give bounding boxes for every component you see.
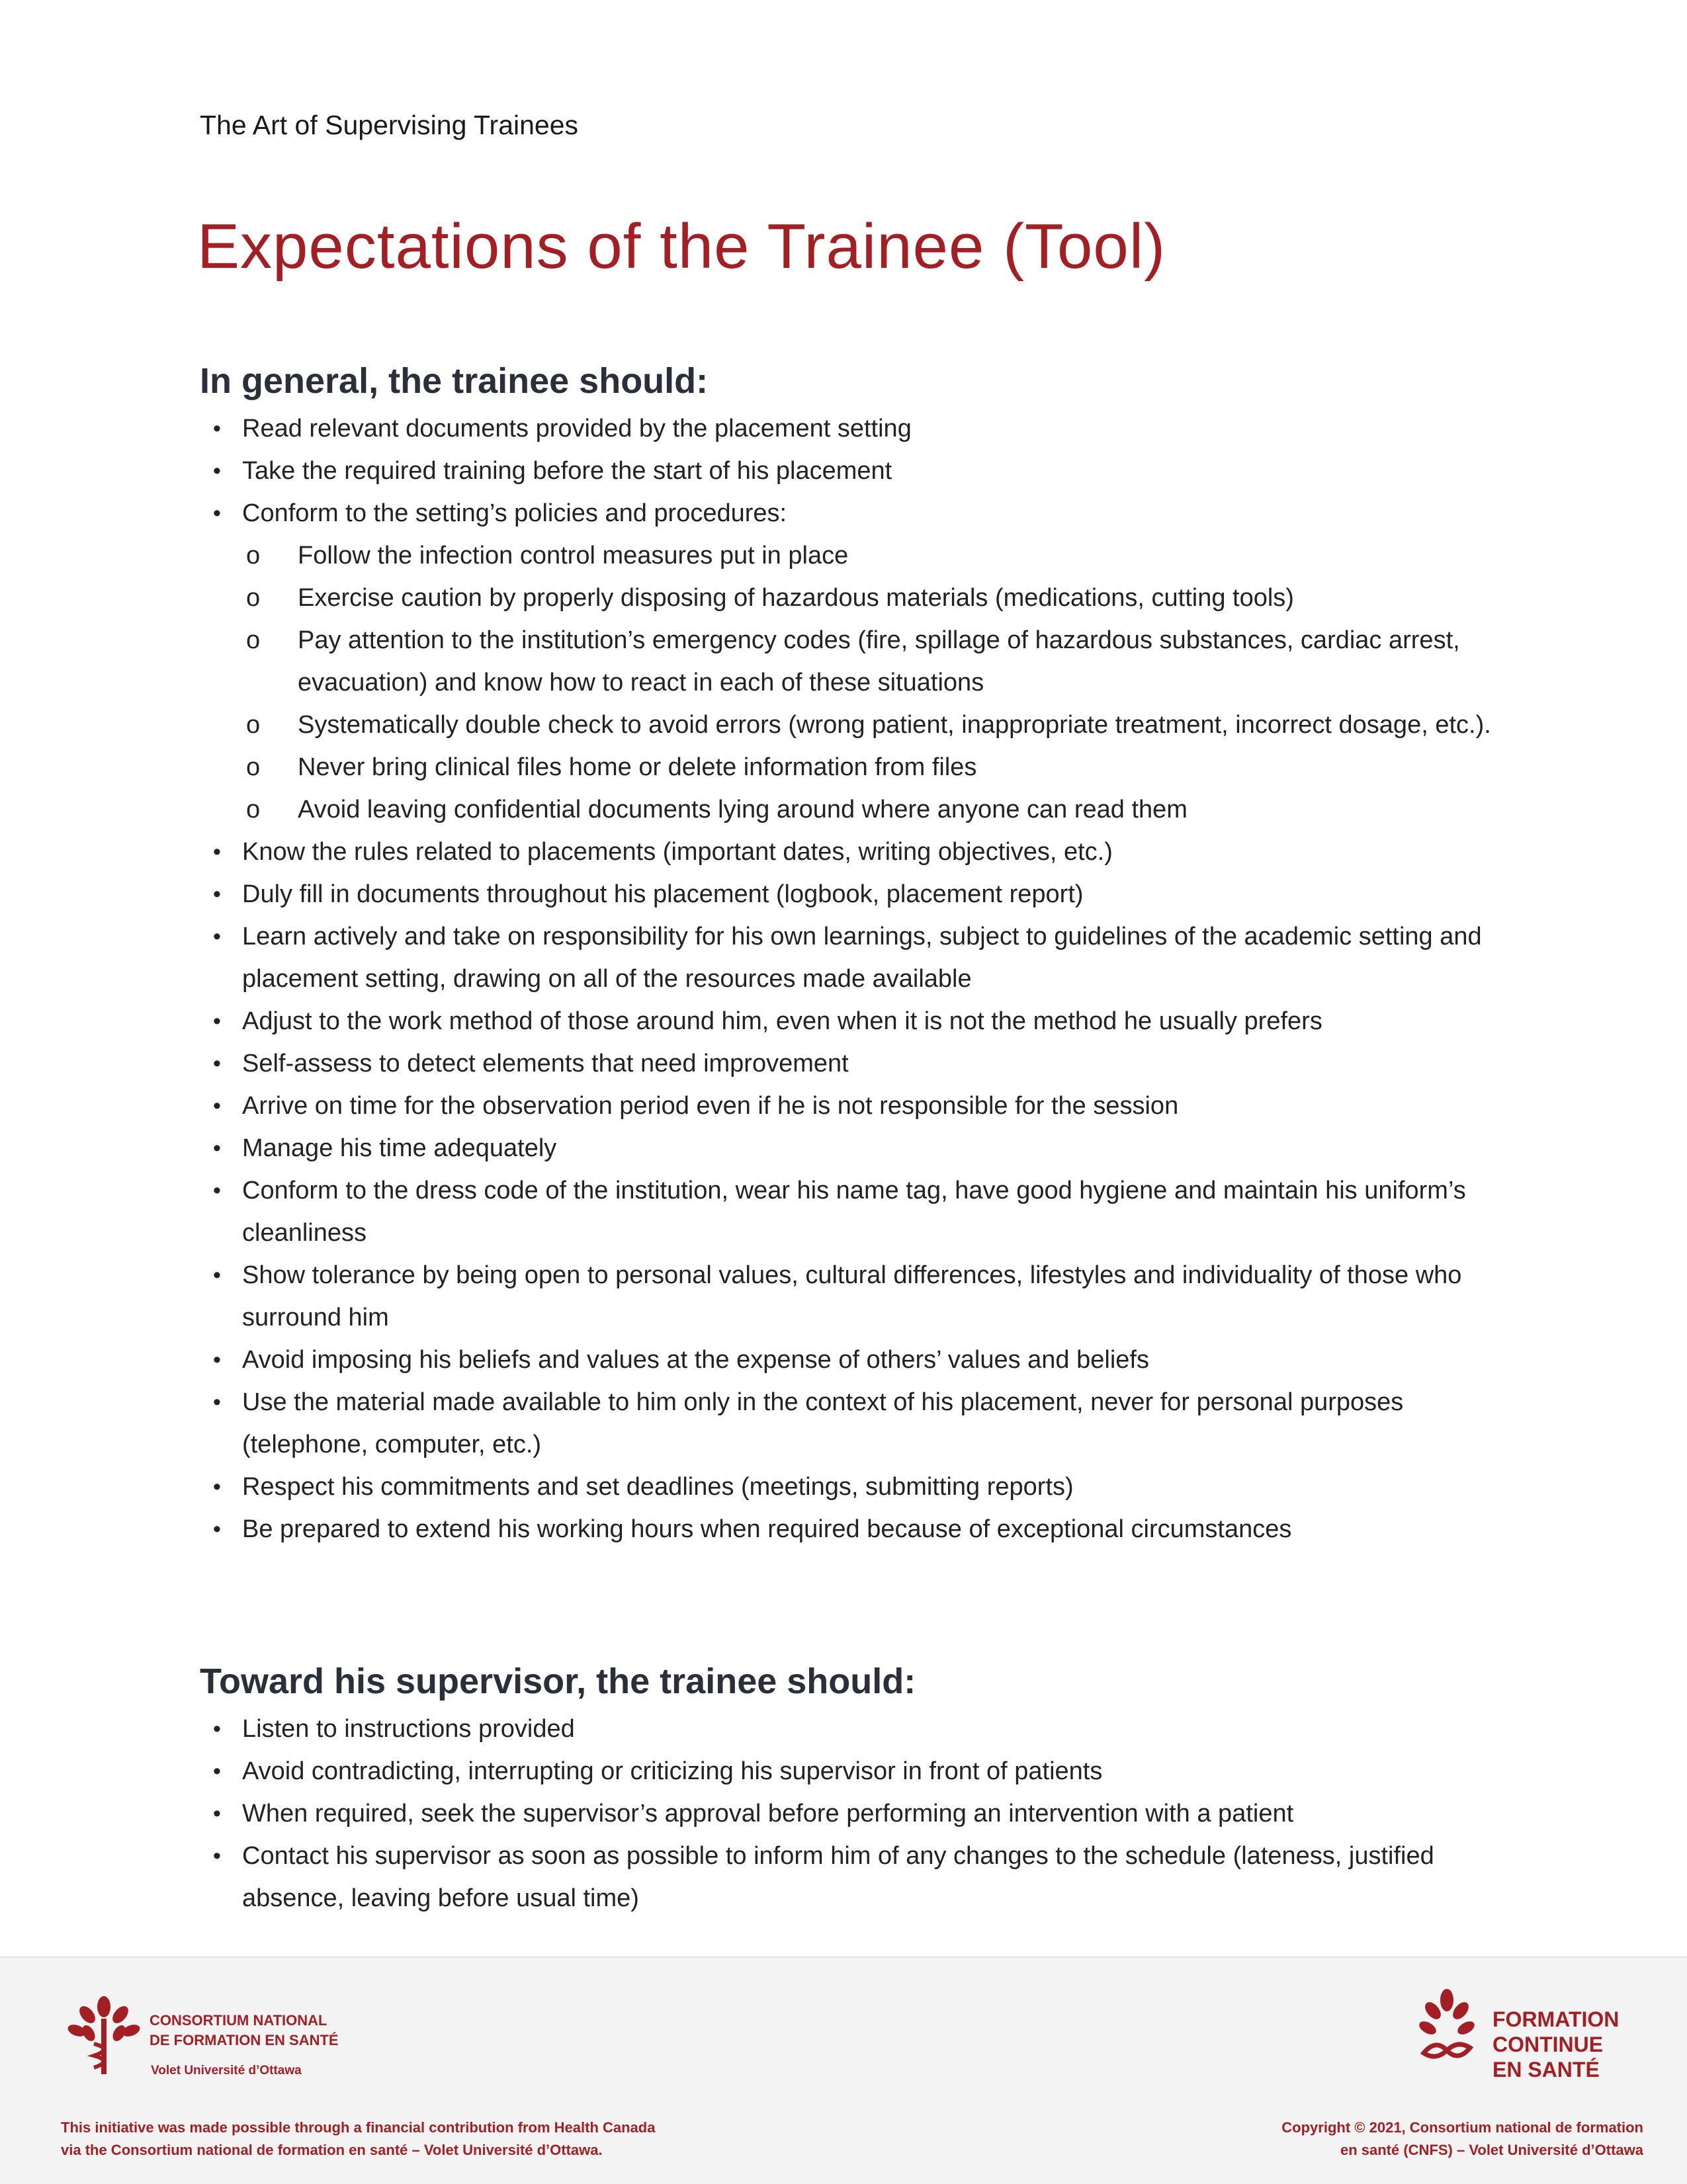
footer [0,1956,1687,2184]
list-item: • Adjust to the work method of those around him, even when it is not the method he usually prefers [200,1000,1496,1042]
page-header: The Art of Supervising Trainees [200,110,579,140]
expectations-list [200,407,1496,1550]
list-item: • Contact his supervisor as soon as possible to inform him of any changes to the schedule (lateness, justified absence, leaving before usual time) [200,1835,1496,1919]
list-item: • Avoid contradicting, interrupting or criticizing his supervisor in front of patients [200,1750,1496,1792]
list-item: • Use the material made available to him only in the context of his placement, never for personal purposes (telephone, computer, etc.) [200,1381,1496,1466]
list-item: • Duly fill in documents throughout his placement (logbook, placement report) [200,873,1496,915]
sub-list-item: o Follow the infection control measures put in place [200,534,1496,577]
funding-note-line2: via the Consortium national de formation en santé – Volet Université d’Ottawa. [61,2142,603,2158]
fc-line1: FORMATION [1492,2007,1620,2031]
list-item: • Avoid imposing his beliefs and values at the expense of others’ values and beliefs [200,1339,1496,1381]
formation-continue-logo-text [1492,2007,1619,2082]
list-item: • When required, seek the supervisor’s approval before performing an intervention with a patient [200,1792,1496,1835]
list-item: • Arrive on time for the observation period even if he is not responsible for the session [200,1085,1496,1127]
cnfs-line1: CONSORTIUM NATIONAL [150,2012,327,2029]
list-item: • Read relevant documents provided by the placement setting [200,407,1496,450]
list-item: • Know the rules related to placements (important dates, writing objectives, etc.) [200,831,1496,873]
cnfs-logo-text [150,2011,339,2050]
copyright-line2: en santé (CNFS) – Volet Université d’Ottawa [1340,2142,1643,2158]
fc-line3: EN SANTÉ [1492,2058,1600,2081]
expectations-list [200,1708,1496,1919]
section-general [200,355,1496,1550]
list-item: • Listen to instructions provided [200,1708,1496,1750]
list-item: • Take the required training before the start of his placement [200,450,1496,492]
fc-line2: CONTINUE [1492,2033,1604,2056]
section-supervisor [200,1655,1496,1919]
formation-continue-logo-icon [1410,1987,1483,2073]
page-title: Expectations of the Trainee (Tool) [197,211,1166,282]
cnfs-sub: Volet Université d’Ottawa [151,2064,302,2078]
list-item: • Show tolerance by being open to personal values, cultural differences, lifestyles and individuality of those who surround him [200,1254,1496,1339]
sub-list-item: o Systematically double check to avoid errors (wrong patient, inappropriate treatment, incorrect dosage, etc.). [200,704,1496,746]
sub-list-item: o Pay attention to the institution’s emergency codes (fire, spillage of hazardous substances, cardiac arrest, evacuation) and know how to react in each of these situations [200,619,1496,704]
copyright-note [1281,2117,1643,2162]
section-heading: In general, the trainee should: [200,361,709,401]
list-item: • Self-assess to detect elements that need improvement [200,1042,1496,1085]
list-item: • Conform to the setting’s policies and procedures: [200,492,1496,534]
cnfs-line2: DE FORMATION EN SANTÉ [150,2032,339,2048]
list-item: • Be prepared to extend his working hours when required because of exceptional circumstances [200,1508,1496,1550]
section-heading: Toward his supervisor, the trainee should: [200,1661,916,1701]
funding-note-line1: This initiative was made possible through a financial contribution from Health Canada [61,2119,656,2136]
cnfs-logo-icon [61,1992,147,2078]
list-item: • Learn actively and take on responsibility for his own learnings, subject to guidelines of the academic setting and placement setting, drawing on all of the resources made available [200,915,1496,1000]
list-item: • Respect his commitments and set deadlines (meetings, submitting reports) [200,1466,1496,1508]
sub-list-item: o Never bring clinical files home or delete information from files [200,746,1496,788]
sub-list-item: o Avoid leaving confidential documents lying around where anyone can read them [200,788,1496,831]
funding-note [61,2117,655,2162]
copyright-line1: Copyright © 2021, Consortium national de formation [1281,2119,1643,2136]
list-item: • Manage his time adequately [200,1127,1496,1169]
list-item: • Conform to the dress code of the institution, wear his name tag, have good hygiene and maintain his uniform’s cleanliness [200,1169,1496,1254]
sub-list-item: o Exercise caution by properly disposing of hazardous materials (medications, cutting tools) [200,577,1496,619]
